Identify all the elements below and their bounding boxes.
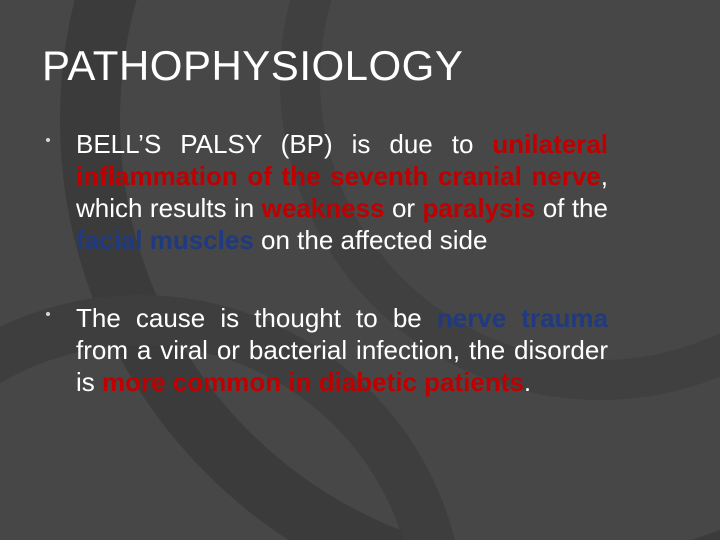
text-segment: BELL’S PALSY (BP) is due to xyxy=(76,129,493,159)
bullet-icon xyxy=(46,138,50,142)
highlight-red: more common in diabetic patients xyxy=(102,367,524,397)
highlight-red: paralysis xyxy=(422,193,536,223)
bullet-list xyxy=(46,128,608,444)
highlight-blue: nerve trauma xyxy=(436,303,608,333)
bullet-text xyxy=(76,302,608,398)
bullet-icon xyxy=(46,312,50,316)
slide-title: PATHOPHYSIOLOGY xyxy=(42,42,464,89)
text-segment: The cause is thought to be xyxy=(76,303,437,333)
bullet-item xyxy=(46,128,608,256)
text-segment: of the xyxy=(535,193,608,223)
text-segment: , which results in xyxy=(76,161,608,223)
text-segment: or xyxy=(384,193,423,223)
highlight-red: weakness xyxy=(261,193,385,223)
bullet-text xyxy=(76,128,608,256)
highlight-blue: facial muscles xyxy=(76,225,254,255)
text-segment: from a viral or bacterial infection, the disorder is xyxy=(76,335,608,397)
text-segment: . xyxy=(523,367,532,397)
text-segment: on the affected side xyxy=(253,225,488,255)
bullet-item xyxy=(46,302,608,398)
highlight-red: unilateral inflammation of the seventh cranial nerve xyxy=(76,129,608,191)
